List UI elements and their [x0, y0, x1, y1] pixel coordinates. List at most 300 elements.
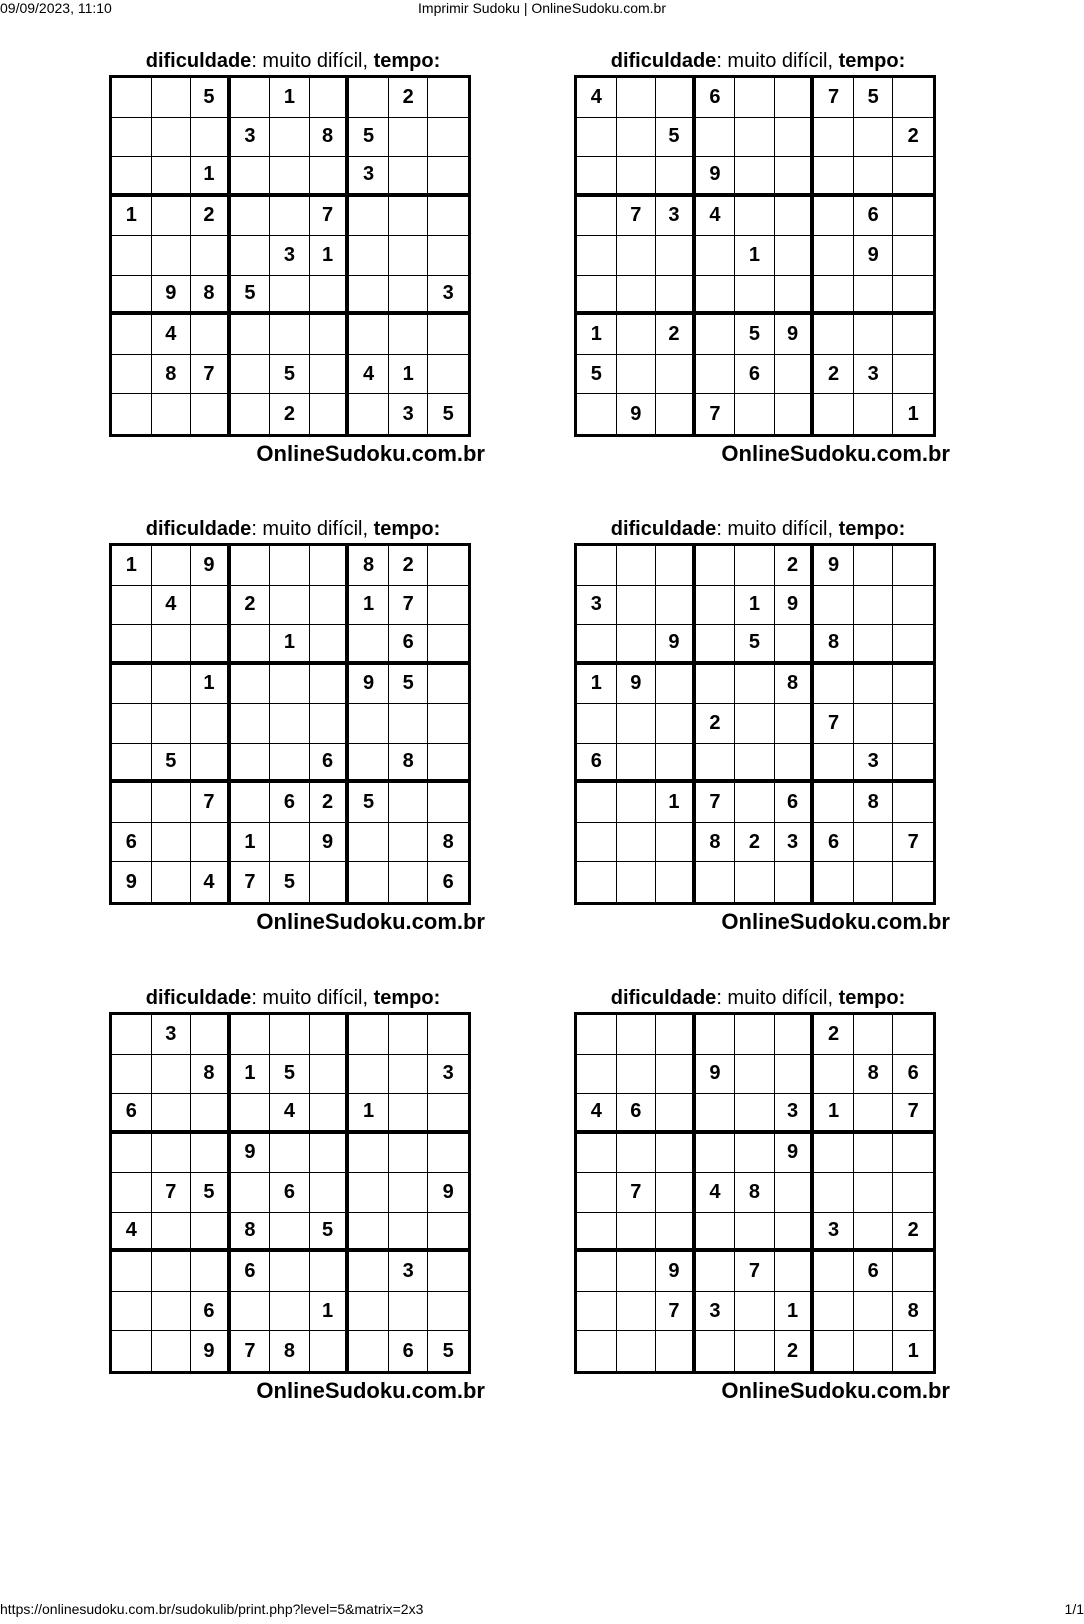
grid-cell [775, 1213, 815, 1253]
grid-cell [735, 1134, 775, 1174]
grid-cell: 9 [814, 546, 854, 586]
grid-cell: 1 [310, 236, 350, 276]
grid-cell: 6 [310, 744, 350, 784]
grid-cell [617, 744, 657, 784]
grid-cell: 5 [735, 625, 775, 665]
grid-cell [617, 1292, 657, 1332]
grid-cell: 9 [428, 1173, 468, 1213]
grid-cell: 4 [270, 1094, 310, 1134]
grid-cell [310, 546, 350, 586]
grid-cell [577, 118, 617, 158]
grid-cell [389, 704, 429, 744]
grid-cell: 1 [814, 1094, 854, 1134]
grid-cell: 6 [775, 783, 815, 823]
grid-cell [854, 704, 894, 744]
grid-cell [577, 1331, 617, 1371]
grid-cell [310, 586, 350, 626]
time-label: tempo: [838, 518, 906, 540]
grid-cell [152, 823, 192, 863]
grid-cell: 1 [231, 823, 271, 863]
grid-cell [854, 823, 894, 863]
grid-cell: 2 [893, 118, 933, 158]
grid-cell [854, 1292, 894, 1332]
grid-cell: 8 [191, 1055, 231, 1095]
grid-cell [428, 704, 468, 744]
grid-cell: 6 [231, 1252, 271, 1292]
sudoku-grid [109, 75, 471, 437]
grid-cell [270, 704, 310, 744]
grid-cell: 3 [349, 157, 389, 197]
grid-cell: 8 [775, 665, 815, 705]
grid-cell: 1 [349, 1094, 389, 1134]
grid-cell [270, 1292, 310, 1332]
grid-cell [349, 704, 389, 744]
grid-cell: 8 [428, 823, 468, 863]
grid-cell [814, 315, 854, 355]
grid-cell: 6 [389, 1331, 429, 1371]
grid-cell [814, 394, 854, 434]
grid-cell [349, 1173, 389, 1213]
grid-cell [349, 78, 389, 118]
grid-cell [814, 1331, 854, 1371]
grid-cell [735, 704, 775, 744]
grid-cell: 5 [389, 665, 429, 705]
grid-cell [112, 783, 152, 823]
grid-cell: 7 [696, 783, 736, 823]
grid-cell [735, 1055, 775, 1095]
grid-cell [814, 665, 854, 705]
grid-cell [656, 744, 696, 784]
time-label: tempo: [373, 518, 441, 540]
grid-cell: 2 [389, 546, 429, 586]
grid-cell [577, 1055, 617, 1095]
grid-cell [428, 197, 468, 237]
grid-cell: 6 [577, 744, 617, 784]
grid-cell: 7 [696, 394, 736, 434]
grid-cell: 6 [617, 1094, 657, 1134]
grid-cell: 9 [854, 236, 894, 276]
grid-cell: 6 [735, 355, 775, 395]
grid-cell [814, 1055, 854, 1095]
grid-cell [893, 276, 933, 316]
site-brand: OnlineSudoku.com.br [721, 1378, 950, 1403]
grid-cell [893, 1173, 933, 1213]
grid-cell [231, 355, 271, 395]
grid-cell [112, 665, 152, 705]
grid-cell [617, 78, 657, 118]
grid-cell [231, 236, 271, 276]
grid-cell [428, 783, 468, 823]
grid-cell [617, 625, 657, 665]
grid-cell: 5 [310, 1213, 350, 1253]
grid-cell [775, 118, 815, 158]
grid-cell [893, 197, 933, 237]
grid-cell [577, 1134, 617, 1174]
grid-cell: 7 [893, 823, 933, 863]
grid-cell [191, 394, 231, 434]
grid-cell [310, 355, 350, 395]
grid-cell [270, 665, 310, 705]
grid-cell [696, 1094, 736, 1134]
grid-cell [270, 276, 310, 316]
grid-cell [893, 862, 933, 902]
grid-cell [854, 862, 894, 902]
grid-cell: 3 [428, 276, 468, 316]
grid-cell [112, 118, 152, 158]
grid-cell: 5 [270, 355, 310, 395]
grid-cell [152, 862, 192, 902]
grid-cell [656, 1055, 696, 1095]
grid-cell [775, 744, 815, 784]
grid-cell [152, 1213, 192, 1253]
grid-cell [577, 276, 617, 316]
grid-cell [656, 1213, 696, 1253]
grid-cell [854, 1134, 894, 1174]
grid-cell: 7 [814, 78, 854, 118]
grid-cell [310, 704, 350, 744]
grid-cell [696, 236, 736, 276]
grid-cell [814, 197, 854, 237]
grid-cell [112, 394, 152, 434]
grid-cell [696, 118, 736, 158]
grid-cell: 6 [112, 823, 152, 863]
grid-cell [310, 276, 350, 316]
grid-cell [775, 236, 815, 276]
time-label: tempo: [373, 987, 441, 1009]
grid-cell [696, 1134, 736, 1174]
grid-cell [617, 236, 657, 276]
print-datetime: 09/09/2023, 11:10 [0, 0, 112, 16]
grid-cell [270, 744, 310, 784]
grid-cell: 5 [349, 118, 389, 158]
grid-cell: 4 [112, 1213, 152, 1253]
grid-cell [577, 394, 617, 434]
grid-cell [617, 862, 657, 902]
grid-cell: 6 [389, 625, 429, 665]
grid-cell [152, 665, 192, 705]
grid-cell: 7 [617, 197, 657, 237]
grid-cell [270, 586, 310, 626]
grid-cell [270, 315, 310, 355]
grid-cell [152, 236, 192, 276]
grid-cell: 2 [231, 586, 271, 626]
grid-cell [617, 704, 657, 744]
grid-cell [389, 1134, 429, 1174]
grid-cell: 7 [152, 1173, 192, 1213]
grid-cell [152, 1134, 192, 1174]
grid-cell [893, 783, 933, 823]
grid-cell [696, 1015, 736, 1055]
grid-cell [656, 546, 696, 586]
grid-cell [656, 78, 696, 118]
grid-cell [152, 197, 192, 237]
grid-cell [617, 1213, 657, 1253]
grid-cell [152, 704, 192, 744]
grid-cell [577, 197, 617, 237]
grid-cell [152, 546, 192, 586]
grid-cell: 6 [112, 1094, 152, 1134]
grid-cell: 3 [270, 236, 310, 276]
grid-cell: 9 [656, 625, 696, 665]
grid-cell [112, 586, 152, 626]
grid-cell [893, 315, 933, 355]
grid-cell [231, 625, 271, 665]
grid-cell [428, 157, 468, 197]
grid-cell [428, 625, 468, 665]
grid-cell [112, 744, 152, 784]
grid-cell: 5 [270, 862, 310, 902]
grid-cell [270, 1134, 310, 1174]
grid-cell [191, 236, 231, 276]
grid-cell [389, 783, 429, 823]
grid-cell: 8 [893, 1292, 933, 1332]
grid-cell [893, 546, 933, 586]
grid-cell [854, 1173, 894, 1213]
grid-cell [270, 118, 310, 158]
grid-cell: 9 [696, 1055, 736, 1095]
grid-cell [389, 315, 429, 355]
grid-cell [656, 1173, 696, 1213]
grid-cell: 3 [696, 1292, 736, 1332]
grid-cell [349, 862, 389, 902]
grid-cell [310, 1331, 350, 1371]
grid-cell [893, 665, 933, 705]
grid-cell [854, 394, 894, 434]
grid-cell [389, 1094, 429, 1134]
grid-cell [893, 744, 933, 784]
grid-cell: 5 [270, 1055, 310, 1095]
grid-cell: 5 [656, 118, 696, 158]
grid-cell [349, 1055, 389, 1095]
grid-cell: 8 [814, 625, 854, 665]
grid-cell [893, 78, 933, 118]
grid-cell [617, 1331, 657, 1371]
grid-cell [656, 862, 696, 902]
grid-cell: 6 [191, 1292, 231, 1332]
sudoku-puzzle [574, 47, 954, 467]
grid-cell: 7 [389, 586, 429, 626]
grid-cell [893, 1134, 933, 1174]
grid-cell [389, 823, 429, 863]
grid-cell: 1 [577, 665, 617, 705]
grid-cell [112, 625, 152, 665]
grid-cell: 6 [854, 197, 894, 237]
grid-cell [349, 315, 389, 355]
grid-cell [814, 1134, 854, 1174]
grid-cell [735, 862, 775, 902]
grid-cell [893, 236, 933, 276]
grid-cell [577, 546, 617, 586]
grid-cell [191, 823, 231, 863]
grid-cell [112, 1055, 152, 1095]
grid-cell [349, 276, 389, 316]
grid-cell [577, 1173, 617, 1213]
grid-cell [696, 315, 736, 355]
grid-cell [656, 276, 696, 316]
grid-cell: 5 [442, 402, 454, 425]
grid-cell [814, 1252, 854, 1292]
grid-cell: 2 [696, 704, 736, 744]
grid-cell [428, 546, 468, 586]
grid-cell [310, 1055, 350, 1095]
grid-cell: 7 [231, 1331, 271, 1371]
grid-cell: 5 [854, 78, 894, 118]
grid-cell: 3 [389, 1252, 429, 1292]
grid-cell [775, 197, 815, 237]
grid-cell: 5 [442, 1339, 454, 1362]
grid-cell [349, 1252, 389, 1292]
sudoku-puzzle [574, 515, 954, 935]
grid-cell [152, 118, 192, 158]
grid-cell [231, 665, 271, 705]
grid-cell [617, 546, 657, 586]
grid-cell: 9 [112, 862, 152, 902]
site-brand: OnlineSudoku.com.br [256, 1378, 485, 1403]
grid-cell: 9 [656, 1252, 696, 1292]
difficulty-label: dificuldade [145, 987, 252, 1009]
grid-cell [191, 315, 231, 355]
grid-cell [152, 394, 192, 434]
grid-cell: 2 [656, 315, 696, 355]
grid-cell [310, 862, 350, 902]
puzzle-title [574, 984, 942, 1012]
grid-cell: 8 [696, 823, 736, 863]
grid-cell [814, 783, 854, 823]
grid-cell: 6 [696, 78, 736, 118]
grid-cell [231, 394, 271, 434]
grid-cell [617, 276, 657, 316]
grid-cell: 6 [893, 1055, 933, 1095]
grid-cell [854, 665, 894, 705]
print-url: https://onlinesudoku.com.br/sudokulib/print.php?level=5&matrix=2x3 [0, 1601, 424, 1617]
site-brand: OnlineSudoku.com.br [721, 441, 950, 466]
grid-cell [270, 1213, 310, 1253]
grid-cell [893, 1252, 933, 1292]
grid-cell [231, 546, 271, 586]
print-page-title: Imprimir Sudoku | OnlineSudoku.com.br [418, 0, 666, 16]
grid-cell [270, 157, 310, 197]
grid-cell: 1 [907, 1339, 919, 1362]
grid-cell [112, 355, 152, 395]
grid-cell [617, 1134, 657, 1174]
grid-cell [270, 1252, 310, 1292]
grid-cell [617, 1015, 657, 1055]
grid-cell [656, 1331, 696, 1371]
grid-cell [112, 1331, 152, 1371]
grid-cell [428, 1134, 468, 1174]
sudoku-grid [109, 543, 471, 905]
grid-cell: 9 [231, 1134, 271, 1174]
grid-cell [735, 157, 775, 197]
grid-cell [428, 665, 468, 705]
grid-cell [854, 625, 894, 665]
grid-cell [775, 625, 815, 665]
grid-cell: 2 [191, 197, 231, 237]
grid-cell [617, 157, 657, 197]
grid-cell [389, 1292, 429, 1332]
grid-cell [696, 625, 736, 665]
grid-cell [775, 78, 815, 118]
grid-cell [349, 1134, 389, 1174]
grid-cell: 5 [735, 315, 775, 355]
grid-cell: 2 [389, 78, 429, 118]
difficulty-value: : muito difícil, [716, 50, 839, 72]
grid-cell [577, 862, 617, 902]
grid-cell [428, 1213, 468, 1253]
grid-cell [775, 862, 815, 902]
grid-cell: 6 [270, 783, 310, 823]
grid-cell [389, 1015, 429, 1055]
grid-cell [775, 355, 815, 395]
difficulty-value: : muito difícil, [716, 987, 839, 1009]
grid-cell [428, 315, 468, 355]
grid-cell [577, 1213, 617, 1253]
grid-cell [270, 197, 310, 237]
grid-cell: 8 [389, 744, 429, 784]
grid-cell [310, 315, 350, 355]
grid-cell [814, 118, 854, 158]
grid-cell [349, 625, 389, 665]
grid-cell: 9 [696, 157, 736, 197]
sudoku-puzzle [109, 984, 489, 1404]
grid-cell [577, 236, 617, 276]
grid-cell: 3 [577, 586, 617, 626]
grid-cell [349, 394, 389, 434]
grid-cell [310, 157, 350, 197]
time-label: tempo: [373, 50, 441, 72]
grid-cell [152, 1331, 192, 1371]
grid-cell: 4 [577, 78, 617, 118]
grid-cell [428, 78, 468, 118]
grid-cell [577, 823, 617, 863]
grid-cell [854, 1015, 894, 1055]
grid-cell: 4 [696, 1173, 736, 1213]
grid-cell [854, 118, 894, 158]
difficulty-label: dificuldade [610, 50, 717, 72]
grid-cell [735, 394, 775, 434]
grid-cell [310, 78, 350, 118]
grid-cell [152, 1292, 192, 1332]
grid-cell [112, 1015, 152, 1055]
grid-cell: 5 [191, 78, 231, 118]
grid-cell [310, 1173, 350, 1213]
grid-cell: 8 [854, 1055, 894, 1095]
grid-cell: 2 [814, 355, 854, 395]
grid-cell: 1 [310, 1292, 350, 1332]
grid-cell [112, 315, 152, 355]
grid-cell: 9 [349, 665, 389, 705]
grid-cell [152, 1252, 192, 1292]
grid-cell: 3 [814, 1213, 854, 1253]
site-brand: OnlineSudoku.com.br [721, 909, 950, 934]
grid-cell [428, 355, 468, 395]
grid-cell [577, 625, 617, 665]
grid-cell: 8 [191, 276, 231, 316]
grid-cell [617, 118, 657, 158]
grid-cell [656, 1134, 696, 1174]
grid-cell: 1 [270, 78, 310, 118]
grid-cell [854, 276, 894, 316]
sudoku-puzzle [109, 47, 489, 467]
grid-cell: 8 [349, 546, 389, 586]
grid-cell [152, 1094, 192, 1134]
grid-cell [696, 355, 736, 395]
grid-cell [428, 118, 468, 158]
grid-cell [814, 1292, 854, 1332]
grid-cell: 7 [656, 1292, 696, 1332]
grid-cell [310, 1134, 350, 1174]
grid-cell [349, 197, 389, 237]
